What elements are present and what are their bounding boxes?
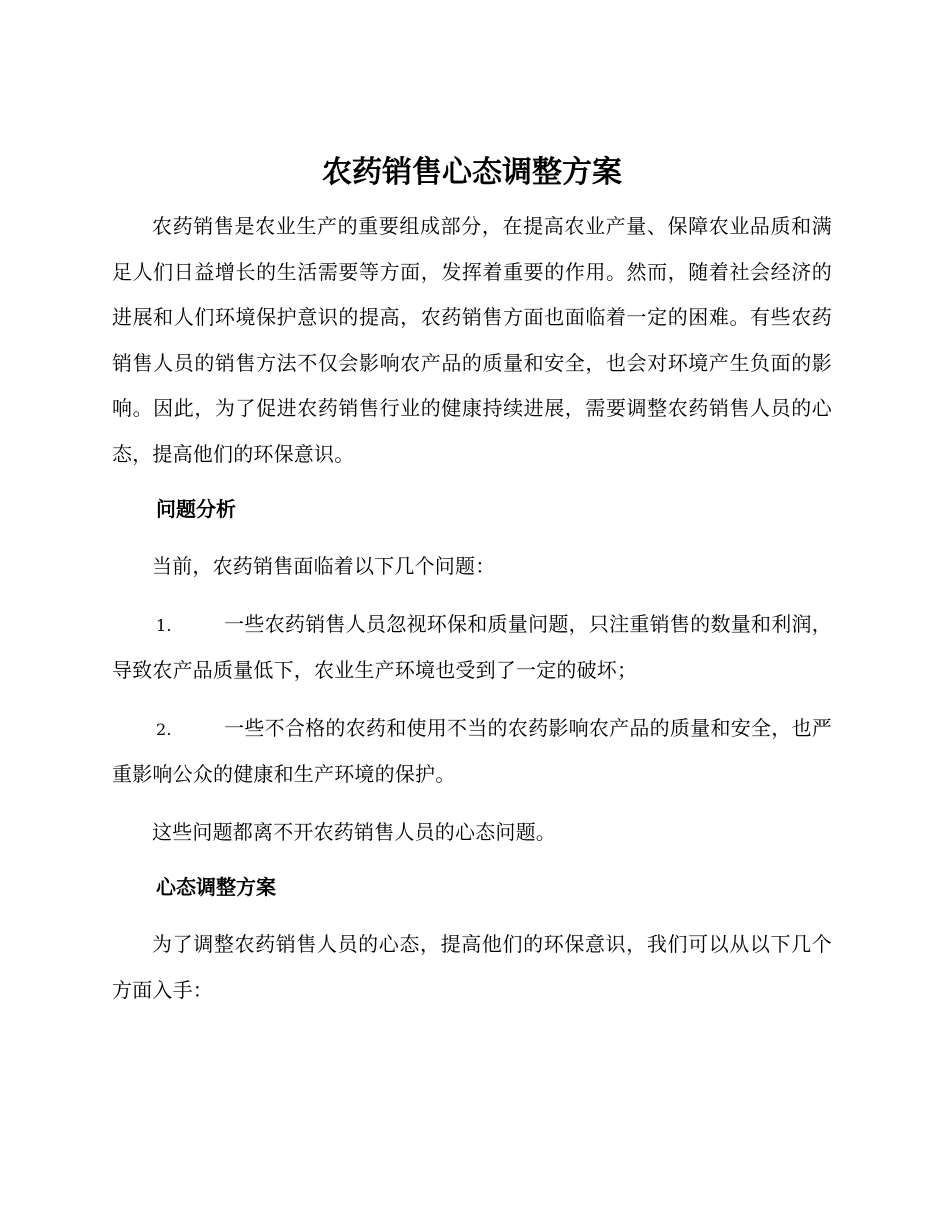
section-heading-mindset-plan: 心态调整方案 <box>156 875 276 899</box>
section-heading-problem-analysis: 问题分析 <box>156 497 236 521</box>
problem-summary-paragraph: 这些问题都离不开农药销售人员的心态问题。 <box>152 819 556 844</box>
problem-lead-paragraph: 当前，农药销售面临着以下几个问题： <box>152 554 496 578</box>
list-item <box>112 706 832 798</box>
plan-lead-paragraph: 为了调整农药销售人员的心态，提高他们的环保意识，我们可以从以下几个方面入手： <box>112 932 832 1002</box>
list-item <box>112 602 832 694</box>
list-item-number: 2. <box>156 719 172 739</box>
intro-paragraph: 农药销售是农业生产的重要组成部分，在提高农业产量、保障农业品质和满足人们日益增长的生活需要等方面，发挥着重要的作用。然而，随着社会经济的进展和人们环境保护意识的提高，农药销售方面也面临着一定的困难。有些农药销售人员的销售方法不仅会影响农产品的质量和安全，也会对环境产生负面的影响。因此，为了促进农药销售行业的健康持续进展，需要调整农药销售人员的心态，提高他们的环保意识。 <box>112 214 832 466</box>
document-body <box>112 150 832 1013</box>
page-title: 农药销售心态调整方案 <box>322 155 622 190</box>
list-item-text: 一些农药销售人员忽视环保和质量问题，只注重销售的数量和利润，导致农产品质量低下，农业生产环境也受到了一定的破坏； <box>112 611 832 682</box>
problem-list <box>112 602 832 798</box>
list-item-text: 一些不合格的农药和使用不当的农药影响农产品的质量和安全，也严重影响公众的健康和生产环境的保护。 <box>112 715 832 786</box>
list-item-number: 1. <box>156 615 172 635</box>
